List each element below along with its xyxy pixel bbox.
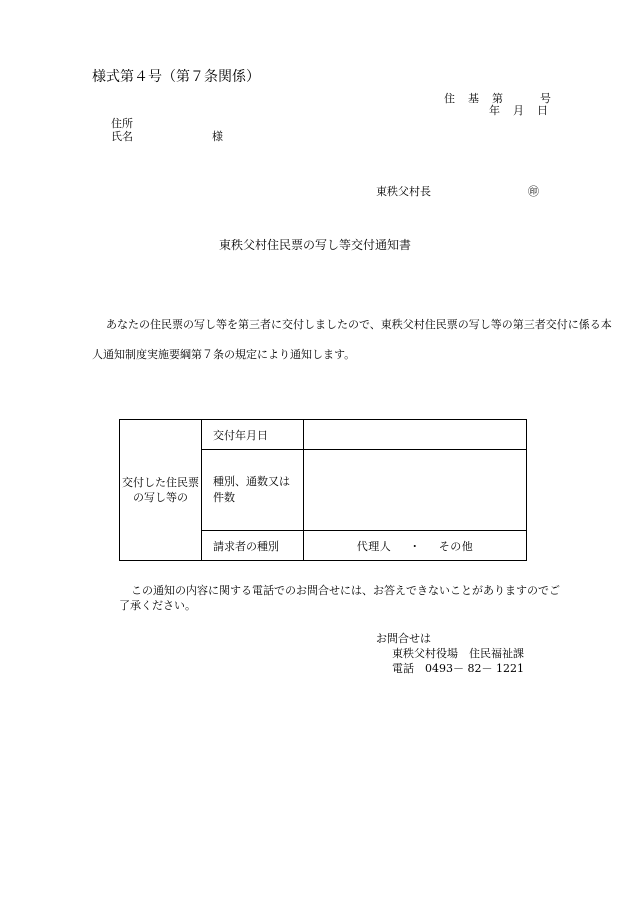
body-line-1: あなたの住民票の写し等を第三者に交付しましたので、東秩父村住民票の写し等の第三者交付に係る本: [106, 318, 612, 331]
contact-heading: お問合せは: [376, 632, 431, 645]
honorific: 様: [212, 130, 223, 143]
note-line-2: 了承ください。: [119, 599, 196, 612]
body-line-2: 人通知制度実施要綱第７条の規定により通知します。: [92, 348, 356, 361]
table-row: [120, 420, 527, 450]
name-label: 氏名: [111, 130, 133, 143]
contact-phone: 電話 0493－ 82－ 1221: [392, 662, 524, 675]
document-title: 東秩父村住民票の写し等交付通知書: [218, 238, 411, 252]
option-agent: 代理人: [356, 539, 392, 553]
address-label: 住所: [111, 117, 133, 130]
issue-date-label: 交付年月日: [202, 420, 304, 450]
row-header: [120, 420, 202, 561]
option-other: その他: [438, 539, 474, 553]
issue-date-value: [304, 420, 527, 450]
type-count-label: 種別、通数又は件数: [202, 450, 304, 531]
requester-type-label: 請求者の種別: [202, 531, 304, 561]
issuer-title: 東秩父村長: [376, 185, 431, 198]
issuance-table: [119, 419, 527, 561]
row-header-line-1: 交付した住民票: [122, 476, 199, 489]
contact-office: 東秩父村役場 住民福祉課: [392, 647, 524, 660]
reference-number: 住 基 第 号: [444, 92, 552, 105]
requester-type-options: [304, 531, 527, 561]
form-number: 様式第４号（第７条関係）: [92, 69, 260, 85]
seal-mark: ㊞: [528, 185, 539, 198]
reference-date: 年 月 日: [489, 104, 549, 117]
note-line-1: この通知の内容に関する電話でのお問合せには、お答えできないことがありますのでご: [131, 584, 560, 597]
type-count-value: [304, 450, 527, 531]
option-separator: ・: [409, 539, 421, 553]
row-header-line-2: の写し等の: [133, 491, 188, 504]
